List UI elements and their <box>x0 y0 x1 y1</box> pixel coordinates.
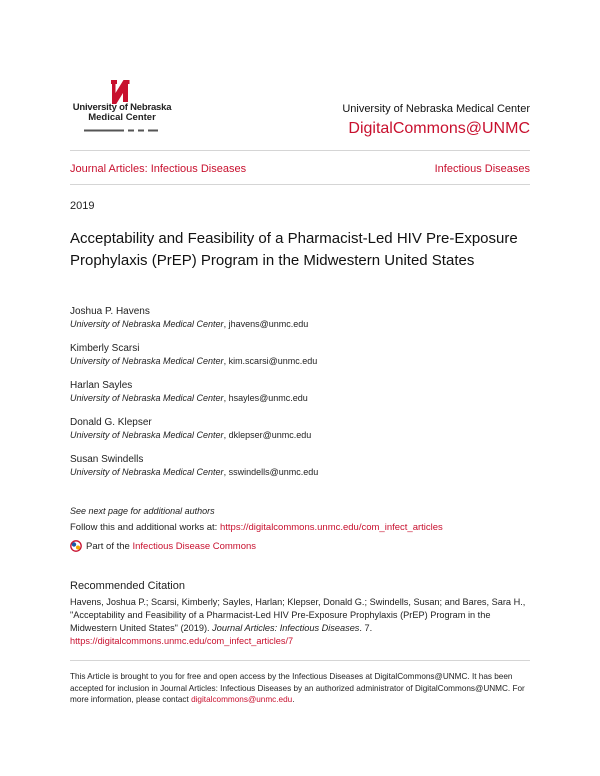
part-of-prefix: Part of the <box>86 540 133 552</box>
access-notice-end: . <box>292 695 295 704</box>
commons-network-icon <box>70 540 82 552</box>
header-divider <box>70 150 530 151</box>
author-affiliation: University of Nebraska Medical Center <box>70 319 224 329</box>
author-entry <box>70 342 317 368</box>
logo-line-1: University of Nebraska <box>72 102 172 113</box>
part-of-line <box>70 540 256 552</box>
citation-url-link[interactable]: https://digitalcommons.unmc.edu/com_infect_articles/7 <box>70 636 294 646</box>
institution-name: University of Nebraska Medical Center <box>342 103 530 115</box>
author-name: Harlan Sayles <box>70 380 133 391</box>
author-email: , sswindells@unmc.edu <box>223 467 319 477</box>
author-entry <box>70 416 311 442</box>
collection-url-link[interactable]: https://digitalcommons.unmc.edu/com_infect_articles <box>219 522 443 533</box>
citation-body: Havens, Joshua P.; Scarsi, Kimberly; Sayles, Harlan; Klepser, Donald G.; Swindells, Susan; and Bares, Sara H., "Acceptability and Feasibility of a Pharmacist-Led HIV Pre-Exposure Prophylaxis (PrEP) Program in the Midwestern United States" (2019). <box>70 597 526 633</box>
article-title: Acceptability and Feasibility of a Pharmacist-Led HIV Pre-Exposure Prophylaxis (PrEP) Program in the Midwestern United States <box>70 230 518 269</box>
recommended-citation-heading: Recommended Citation <box>70 580 185 592</box>
department-link[interactable]: Infectious Diseases <box>434 163 530 175</box>
author-name: Joshua P. Havens <box>70 306 150 317</box>
author-entry <box>70 453 318 479</box>
follow-line <box>70 522 443 533</box>
citation-suffix: . 7. <box>359 623 373 633</box>
author-affiliation: University of Nebraska Medical Center <box>70 467 224 477</box>
publication-year: 2019 <box>70 200 95 212</box>
access-notice-text: This Article is brought to you for free and open access by the Infectious Diseases at DigitalCommons@UNMC. It has been accepted for inclusion in Journal Articles: Infectious Diseases by an authorized administrator of DigitalCommons@UNMC. For more information, please contact <box>70 672 525 704</box>
access-notice <box>70 671 532 706</box>
author-entry <box>70 305 308 331</box>
contact-email-link[interactable]: digitalcommons@unmc.edu <box>191 695 293 704</box>
author-affiliation: University of Nebraska Medical Center <box>70 430 224 440</box>
category-divider <box>70 184 530 185</box>
author-name: Kimberly Scarsi <box>70 343 140 354</box>
repository-link[interactable]: DigitalCommons@UNMC <box>348 120 530 137</box>
logo-wordmark <box>70 103 174 123</box>
author-email: , jhavens@unmc.edu <box>223 319 309 329</box>
commons-link[interactable]: Infectious Disease Commons <box>132 540 257 552</box>
author-affiliation: University of Nebraska Medical Center <box>70 393 224 403</box>
follow-prefix: Follow this and additional works at: <box>70 522 220 533</box>
citation-journal: Journal Articles: Infectious Diseases <box>212 623 360 633</box>
author-entry <box>70 379 308 405</box>
collection-link[interactable]: Journal Articles: Infectious Diseases <box>70 163 247 175</box>
logo-line-2: Medical Center <box>88 112 156 123</box>
recommended-citation-text <box>70 596 532 648</box>
see-next-page-note: See next page for additional authors <box>70 506 215 516</box>
author-email: , kim.scarsi@unmc.edu <box>223 356 318 366</box>
author-email: , hsayles@unmc.edu <box>223 393 308 403</box>
footer-divider <box>70 660 530 661</box>
author-affiliation: University of Nebraska Medical Center <box>70 356 224 366</box>
author-name: Donald G. Klepser <box>70 417 152 428</box>
logo-tagline-graphic <box>84 129 158 132</box>
author-name: Susan Swindells <box>70 454 144 465</box>
author-email: , dklepser@unmc.edu <box>223 430 312 440</box>
unmc-logo-icon <box>108 78 134 104</box>
